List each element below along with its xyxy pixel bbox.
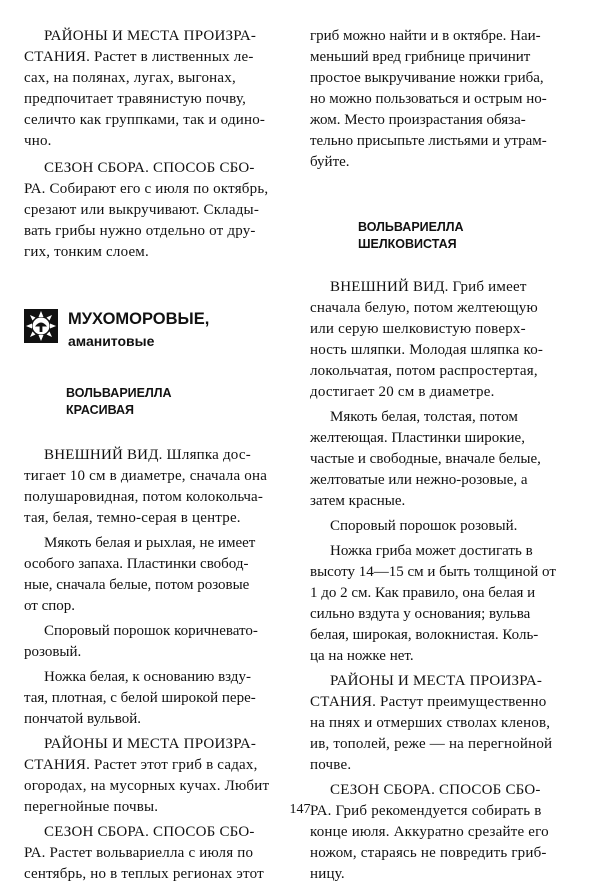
page-number: 147 (289, 802, 311, 817)
family-title: МУХОМОРОВЫЕ, (68, 310, 210, 328)
spore-paragraph: Споровый порошок коричневато- розовый. (24, 623, 258, 660)
flesh-paragraph: Мякоть белая и рыхлая, не имеет особого запаха. Пластинки свобод- ные, сначала белые, потом розовые от спор. (24, 535, 256, 614)
season-paragraph: СЕЗОН СБОРА. СПОСОБ СБО- РА. Собирают его с июля по октябрь, срезают или выкручивают. Склады- вать грибы нужно отдельно от дру- гих, тонким слоем. (24, 160, 269, 260)
flesh-paragraph: Мякоть белая, толстая, потом желтеющая. Пластинки широкие, частые и свободные, вначале белые, желтоватые или нежно-розовые, а затем красные. (310, 409, 541, 509)
habitat-paragraph: РАЙОНЫ И МЕСТА ПРОИЗРА- СТАНИЯ. Растут преимущественно на пнях и отмерших стволах кленов, ив, тополей, реже — на перегнойной почве. (310, 673, 553, 773)
spore-paragraph: Споровый порошок розовый. (330, 518, 518, 534)
species-title: ВОЛЬВАРИЕЛЛА КРАСИВАЯ (66, 386, 172, 417)
season-paragraph: СЕЗОН СБОРА. СПОСОБ СБО- РА. Гриб рекомендуется собирать в конце июля. Аккуратно срезайте его ножом, стараясь не повредить гриб- ницу. (310, 782, 549, 882)
season-paragraph: СЕЗОН СБОРА. СПОСОБ СБО- РА. Растет вольвариелла с июля по сентябрь, но в теплых регионах этот (24, 824, 264, 882)
appearance-paragraph: ВНЕШНИЙ ВИД. Шляпка дос- тигает 10 см в диаметре, сначала она полушаровидная, потом колокольча- тая, белая, темно-серая в центре. (24, 447, 268, 526)
mushroom-family-icon (24, 309, 58, 343)
left-column (24, 26, 292, 885)
species-title: ВОЛЬВАРИЕЛЛА ШЕЛКОВИСТАЯ (358, 220, 464, 251)
habitat-paragraph: РАЙОНЫ И МЕСТА ПРОИЗРА- СТАНИЯ. Растет этот гриб в садах, огородах, на мусорных кучах. Любит перегнойные почвы. (24, 736, 270, 815)
family-subtitle: аманитовые (68, 333, 155, 349)
family-heading (24, 309, 292, 357)
right-column (310, 26, 578, 885)
appearance-paragraph: ВНЕШНИЙ ВИД. Гриб имеет сначала белую, потом желтеющую или серую шелковистую поверх- ность шляпки. Молодая шляпка ко- локольчатая, потом распростертая, достигает 20 см в диаметре. (310, 279, 544, 400)
stem-paragraph: Ножка гриба может достигать в высоту 14—15 см и быть толщиной от 1 до 2 см. Как правило, она белая и сильно вздута у основания; вульва белая, широкая, волокнистая. Коль- ца на ножке нет. (310, 543, 556, 664)
continued-paragraph: гриб можно найти и в октябре. Наи- меньший вред грибнице причинит простое выкручивание ножки гриба, но можно пользоваться и острым но- жом. Место произрастания обяза- тельно присыпьте листьями и утрам- буйте. (310, 28, 547, 170)
habitat-paragraph: РАЙОНЫ И МЕСТА ПРОИЗРА- СТАНИЯ. Растет в лиственных ле- сах, на полянах, лугах, выгонах, предпочитает травянистую почву, селичто как группками, так и одино- чно. (24, 28, 266, 149)
stem-paragraph: Ножка белая, к основанию взду- тая, плотная, с белой широкой пере- пончатой вульвой. (24, 669, 256, 727)
